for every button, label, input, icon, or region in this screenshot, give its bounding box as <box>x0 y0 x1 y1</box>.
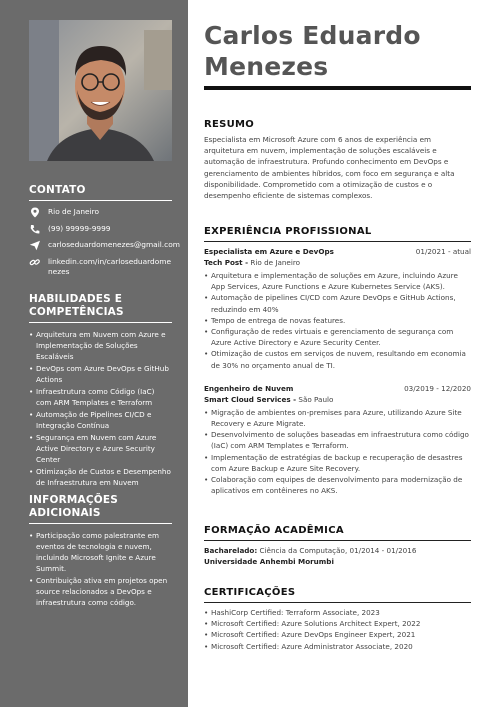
skills-section <box>29 293 172 489</box>
profile-photo <box>29 20 172 161</box>
education-degree: Bacharelado: Ciência da Computação, 01/2014 - 01/2016 <box>204 546 417 555</box>
link-icon <box>29 257 41 268</box>
education-section <box>204 524 471 567</box>
certifications-list <box>204 607 471 652</box>
contact-linkedin[interactable]: linkedin.com/in/carloseduardomenezes <box>29 257 172 277</box>
contact-location: Rio de Janeiro <box>29 207 172 218</box>
summary-heading: RESUMO <box>204 119 255 130</box>
phone-icon <box>29 224 41 235</box>
job-title: Especialista em Azure e DevOps <box>204 247 334 256</box>
additional-list <box>29 530 172 608</box>
list-item: • Arquitetura em Nuvem com Azure e Implementação de Soluções Escaláveis <box>29 329 172 362</box>
list-item: • Otimização de custos em serviços de nuvem, resultando em economia de 30% no orçamento anual de TI. <box>204 348 471 370</box>
list-item: • Automação de Pipelines CI/CD e Integração Contínua <box>29 409 172 431</box>
skills-heading: HABILIDADES E COMPETÊNCIAS <box>29 293 172 323</box>
location-pin-icon <box>29 207 41 218</box>
contact-phone: (99) 99999-9999 <box>29 224 172 235</box>
list-item: • Participação como palestrante em eventos de tecnologia e nuvem, incluindo Microsoft Ignite e Azure Summit. <box>29 530 172 574</box>
job-company: Tech Post - Rio de Janeiro <box>204 258 301 267</box>
summary-section <box>204 118 471 201</box>
list-item: • Contribuição ativa em projetos open source relacionados a DevOps e infraestrutura como código. <box>29 575 172 608</box>
list-item: • Configuração de redes virtuais e gerenciamento de segurança com Azure Active Directory e Azure Security Center. <box>204 326 471 348</box>
job-entry <box>204 246 471 371</box>
certifications-section <box>204 586 471 652</box>
list-item: • Microsoft Certified: Azure Administrator Associate, 2020 <box>204 641 471 652</box>
job-bullets <box>204 407 471 497</box>
certifications-heading: CERTIFICAÇÕES <box>204 586 471 603</box>
list-item: • Infraestrutura como Código (IaC) com ARM Templates e Terraform <box>29 386 172 408</box>
list-item: • Microsoft Certified: Azure Solutions Architect Expert, 2022 <box>204 618 471 629</box>
send-icon <box>29 240 41 251</box>
list-item: • Migração de ambientes on-premises para Azure, utilizando Azure Site Recovery e Azure Migrate. <box>204 407 471 429</box>
job-dates: 03/2019 - 12/2020 <box>404 383 471 393</box>
experience-heading: EXPERIÊNCIA PROFISSIONAL <box>204 225 471 242</box>
job-company: Smart Cloud Services - São Paulo <box>204 394 334 404</box>
sidebar <box>0 0 188 707</box>
list-item: • Arquitetura e implementação de soluções em Azure, incluindo Azure App Services, Azure Functions e Azure Kubernetes Service (AKS). <box>204 270 471 292</box>
additional-heading: INFORMAÇÕES ADICIONAIS <box>29 494 172 524</box>
candidate-name: Carlos Eduardo Menezes <box>204 21 421 81</box>
job-title: Engenheiro de Nuvem <box>204 383 294 393</box>
contact-section <box>29 184 180 282</box>
list-item: • Segurança em Nuvem com Azure Active Directory e Azure Security Center <box>29 432 172 465</box>
list-item: • HashiCorp Certified: Terraform Associate, 2023 <box>204 607 471 618</box>
list-item: • DevOps com Azure DevOps e GitHub Actions <box>29 363 172 385</box>
list-item: • Otimização de Custos e Desempenho de Infraestrutura em Nuvem <box>29 466 172 488</box>
job-entry <box>204 383 471 497</box>
list-item: • Colaboração com equipes de desenvolvimento para modernização de aplicativos em contêineres no AKS. <box>204 474 471 496</box>
name-divider <box>204 86 471 90</box>
education-heading: FORMAÇÃO ACADÊMICA <box>204 524 471 541</box>
summary-text: Especialista em Microsoft Azure com 6 anos de experiência em arquitetura em nuvem, implementação de soluções escaláveis e automação de infraestrutura. Profundo conhecimento em DevOps e gerenciamento de ambientes híbridos, com foco em segurança e alta disponibilidade. Comprometido com a otimização de custos e o desempenho eficiente de sistemas complexos. <box>204 135 455 201</box>
additional-section <box>29 494 172 609</box>
contact-heading: CONTATO <box>29 184 172 201</box>
list-item: • Automação de pipelines CI/CD com Azure DevOps e GitHub Actions, reduzindo em 40% <box>204 292 471 314</box>
education-school: Universidade Anhembi Morumbi <box>204 557 334 566</box>
contact-email[interactable]: carloseduardomenezes@gmail.com <box>29 240 172 251</box>
list-item: • Implementação de estratégias de backup e recuperação de desastres com Azure Backup e Azure Site Recovery. <box>204 452 471 474</box>
list-item: • Desenvolvimento de soluções baseadas em infraestrutura como código (IaC) com ARM Templates e Terraform. <box>204 429 471 451</box>
job-bullets <box>204 270 471 371</box>
list-item: • Microsoft Certified: Azure DevOps Engineer Expert, 2021 <box>204 629 471 640</box>
experience-section <box>204 225 471 496</box>
job-dates: 01/2021 - atual <box>415 247 471 256</box>
skills-list <box>29 329 172 488</box>
list-item: • Tempo de entrega de novas features. <box>204 315 471 326</box>
